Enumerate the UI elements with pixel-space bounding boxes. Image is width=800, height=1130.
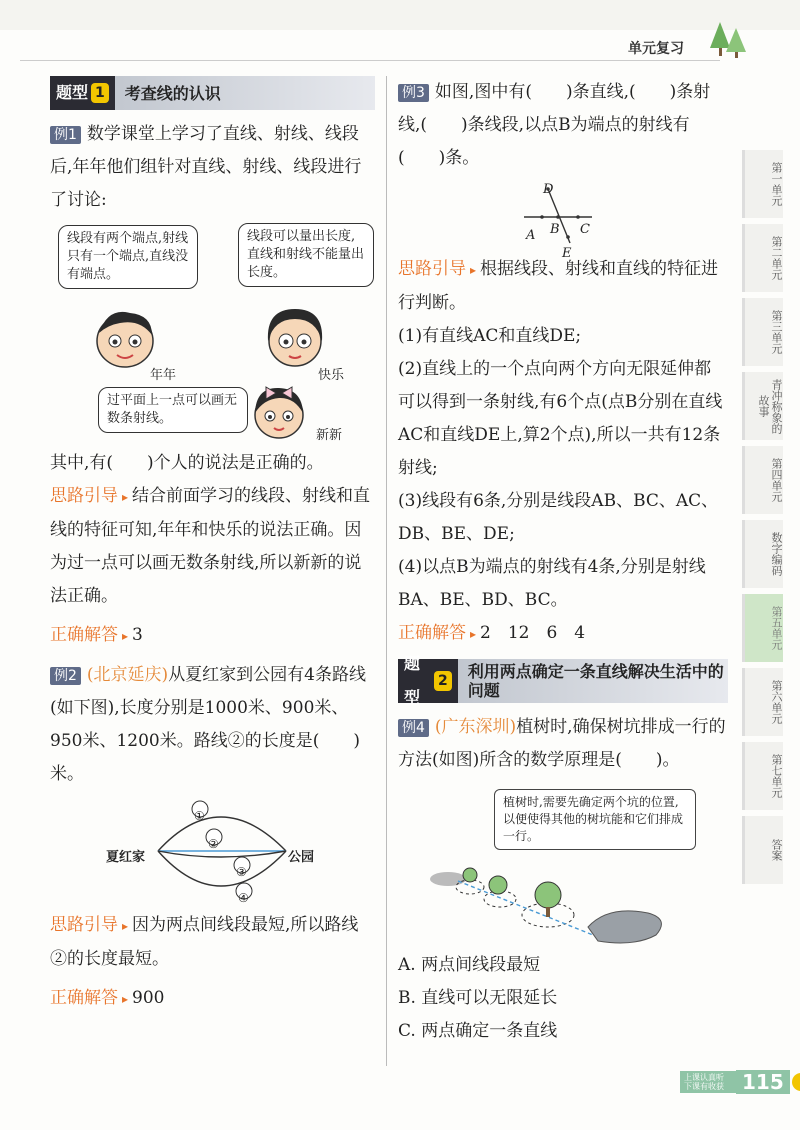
section-2-title: 利用两点确定一条直线解决生活中的问题: [467, 662, 724, 700]
section-2-label: [398, 654, 458, 707]
question-text: 从夏红家到公园有4条路线(如下图),长度分别是1000米、900米、950米、1200米。路线②的长度是( )米。: [50, 665, 367, 784]
section-1-label: [50, 76, 115, 110]
side-tab-unit-3[interactable]: 第三单元: [742, 298, 783, 366]
girl-xinxin-icon: [246, 379, 312, 443]
solution-step-2: (2)直线上的一个点向两个方向无限延伸都可以得到一条射线,有6个点(点B分别在直线AC和直线DE上,算2个点),所以一共有12条射线;: [398, 359, 723, 478]
example-tag: 例2: [50, 667, 81, 685]
example-3-answer: [398, 617, 728, 651]
arrow-icon: ▸: [122, 992, 129, 1006]
section-2-bar: [398, 654, 728, 707]
example-tag: 例4: [398, 719, 429, 737]
tree-icon: [708, 18, 748, 62]
option-b: B. 直线可以无限延长: [398, 988, 558, 1008]
page-number: 115: [736, 1070, 790, 1094]
answer-value: 2 12 6 4: [480, 623, 586, 643]
speech-bubble-kuaile: 线段可以量出长度,直线和射线不能量出长度。: [238, 223, 374, 287]
footer-slogan: 上课认真听 下课有收获: [680, 1071, 736, 1093]
side-tab-answers[interactable]: 答案: [742, 816, 783, 884]
route-3-label: ③: [236, 865, 247, 879]
question-text: 数学课堂上学习了直线、射线、线段后,年年他们组针对直线、射线、线段进行了讨论:: [50, 124, 362, 210]
arrow-icon: ▸: [122, 629, 129, 643]
hint-text: 因为两点间线段最短,所以路线②的长度最短。: [50, 915, 359, 969]
lines-figure: [398, 175, 728, 261]
example-1-question: [50, 118, 375, 217]
answer-label: 正确解答: [398, 623, 466, 643]
arrow-icon: ▸: [122, 919, 129, 933]
example-1-question-2: 其中,有( )个人的说法是正确的。: [50, 453, 324, 473]
answer-label: 正确解答: [50, 988, 118, 1008]
name-xinxin: 新新: [316, 428, 343, 443]
example-3-question: [398, 76, 728, 175]
section-label-text: 题型: [56, 83, 89, 102]
section-number: 2: [434, 671, 452, 691]
section-label-text: 题型: [404, 654, 421, 707]
section-number: 1: [91, 83, 109, 103]
side-tab-unit-4[interactable]: 第四单元: [742, 446, 783, 514]
header-rule: [20, 60, 720, 61]
example-4-question: [398, 711, 728, 777]
unit-review-title: 单元复习: [628, 41, 684, 57]
solution-step-1: (1)有直线AC和直线DE;: [398, 326, 582, 346]
unit-side-tabs: [738, 150, 782, 890]
hint-label: 思路引导: [398, 259, 466, 279]
column-divider: [386, 76, 387, 1066]
star-icon: [792, 1073, 800, 1091]
hint-text: 根据线段、射线和直线的特征进行判断。: [398, 259, 719, 313]
name-nian: 年年: [150, 368, 177, 383]
side-tab-unit-6[interactable]: 第六单元: [742, 668, 783, 736]
option-c: C. 两点确定一条直线: [398, 1021, 558, 1041]
answer-value: 3: [132, 625, 143, 645]
side-tab-unit-2[interactable]: 第二单元: [742, 224, 783, 292]
hint-label: 思路引导: [50, 915, 118, 935]
example-tag: 例1: [50, 126, 81, 144]
example-2-hint: [50, 909, 375, 976]
example-2-answer: [50, 982, 375, 1016]
side-tab-digital-code[interactable]: 数字编码: [742, 520, 783, 588]
tree-planting-figure: [398, 777, 728, 949]
section-1-title: 考查线的认识: [124, 83, 221, 103]
arrow-icon: ▸: [122, 490, 129, 504]
option-a: A. 两点间线段最短: [398, 955, 541, 975]
right-column: [398, 76, 728, 1048]
side-tab-unit-5[interactable]: 第五单元: [742, 594, 783, 662]
discussion-figure: [50, 217, 375, 447]
question-source: (广东深圳): [434, 717, 517, 737]
route-1-label: ①: [194, 809, 205, 823]
side-tab-unit-7[interactable]: 第七单元: [742, 742, 783, 810]
answer-label: 正确解答: [50, 625, 118, 645]
point-a: A: [526, 228, 536, 243]
solution-step-4: (4)以点B为端点的射线有4条,分别是射线BA、BE、BD、BC。: [398, 557, 706, 610]
question-text: 植树时,确保树坑排成一行的方法(如图)所含的数学原理是( )。: [398, 717, 726, 770]
name-kuaile: 快乐: [318, 368, 345, 383]
question-source: (北京延庆): [86, 665, 169, 685]
example-1-hint: [50, 480, 375, 613]
tree-planting-diagram: [398, 777, 728, 949]
example-2-question: [50, 659, 375, 791]
home-label: 夏红家: [106, 850, 146, 865]
point-b: B: [550, 222, 560, 237]
arrow-icon: ▸: [470, 627, 477, 641]
speech-bubble-xin: 过平面上一点可以画无数条射线。: [98, 387, 248, 433]
hint-text: 结合前面学习的线段、射线和直线的特征可知,年年和快乐的说法正确。因为过一点可以画无数条射线,所以新新的说法正确。: [50, 486, 371, 606]
hint-label: 思路引导: [50, 486, 118, 506]
left-column: [50, 76, 375, 1016]
answer-value: 900: [132, 988, 165, 1008]
point-c: C: [580, 222, 590, 237]
arrow-icon: ▸: [470, 263, 477, 277]
side-tab-story[interactable]: 青冲称象的故事: [742, 372, 783, 440]
planting-caption-bubble: 植树时,需要先确定两个坑的位置,以便使得其他的树坑能和它们排成一行。: [494, 789, 696, 850]
park-label: 公园: [288, 850, 315, 865]
solution-step-3: (3)线段有6条,分别是线段AB、BC、AC、DB、BE、DE;: [398, 491, 719, 544]
routes-figure: [50, 791, 375, 909]
side-tab-unit-1[interactable]: 第一单元: [742, 150, 783, 218]
route-2-label: ②: [208, 837, 219, 851]
route-4-label: ④: [238, 891, 249, 905]
page-top-band: [0, 0, 800, 30]
point-d: D: [543, 182, 554, 197]
point-e: E: [562, 246, 572, 261]
example-1-answer: [50, 619, 375, 653]
section-1-bar: [50, 76, 375, 110]
speech-bubble-nian: 线段有两个端点,射线只有一个端点,直线没有端点。: [58, 225, 198, 289]
question-text: 如图,图中有( )条直线,( )条射线,( )条线段,以点B为端点的射线有( )条。: [398, 82, 711, 168]
example-tag: 例3: [398, 84, 429, 102]
page-footer: [680, 1070, 800, 1094]
